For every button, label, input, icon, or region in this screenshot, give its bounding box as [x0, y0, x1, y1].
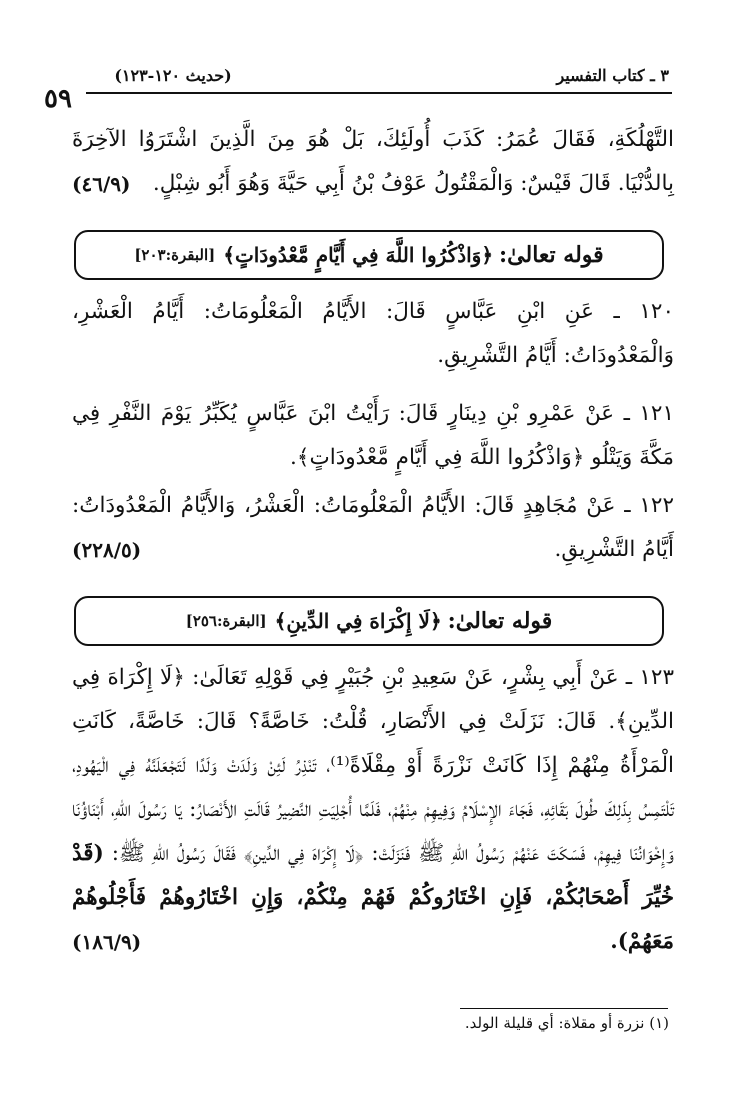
- chapter-title-header: ٣ ـ كتاب التفسير: [556, 66, 669, 85]
- page-number: ٥٩: [44, 84, 72, 114]
- footnote: (١) نزرة أو مقلاة: أي قليلة الولد.: [464, 1014, 669, 1032]
- hadith-122-text: ١٢٢ ـ عَنْ مُجَاهِدٍ قَالَ: الأَيَّامُ الْمَعْلُومَاتُ: الْعَشْرُ، وَالأَيَّامُ الْمَعْدُودَاتُ: أَيَّامُ التَّشْرِيقِ.: [72, 493, 674, 562]
- header-rule: [86, 92, 672, 94]
- intro-text: التَّهْلُكَةِ، فَقَالَ عُمَرُ: كَذَبَ أُولَئِكَ، بَلْ هُوَ مِنَ الَّذِينَ اشْتَرَوُا الآخِرَةَ بِالدُّنْيَا. قَالَ قَيْسٌ: وَالْمَقْتُولُ عَوْفُ بْنُ أَبِي حَيَّةَ وَهُوَ أَبُو شِبْلٍ.: [72, 127, 674, 196]
- verse-heading-label: قوله تعالىٰ:: [447, 608, 553, 634]
- hadith-121-text: ١٢١ ـ عَنْ عَمْرِو بْنِ دِينَارٍ قَالَ: رَأَيْتُ ابْنَ عَبَّاسٍ يُكَبِّرُ يَوْمَ النَّفْرِ فِي مَكَّةَ وَيَتْلُو ﴿وَاذْكُرُوا اللَّهَ فِي أَيَّامٍ مَّعْدُودَاتٍ﴾.: [72, 401, 674, 470]
- verse-heading-quran: ﴿لَا إِكْرَاهَ فِي الدِّينِ﴾: [274, 609, 442, 633]
- verse-heading-source: [البقرة:٢٠٣]: [134, 246, 216, 264]
- intro-reference: (٤٦/٩): [72, 172, 131, 196]
- verse-heading-quran: ﴿وَاذْكُرُوا اللَّهَ فِي أَيَّامٍ مَّعْدُودَاتٍ﴾: [223, 243, 494, 267]
- verse-heading-box-2: [74, 596, 664, 646]
- hadith-120: [72, 290, 674, 378]
- verse-heading-label: قوله تعالىٰ:: [499, 242, 604, 268]
- verse-heading-box-1: [74, 230, 664, 280]
- hadith-123-prophetic-quote: (قَدْ خُيِّرَ أَصْحَابُكُمْ، فَإِنِ اخْتَارُوكُمْ فَهُمْ مِنْكُمْ، وَإِنِ اخْتَارُوهُمْ فَأَجْلُوهُمْ مَعَهُمْ).: [72, 841, 674, 954]
- hadith-122-reference: (٢٢٨/٥): [72, 538, 142, 562]
- hadith-122: [72, 484, 674, 572]
- hadith-120-text: ١٢٠ ـ عَنِ ابْنِ عَبَّاسٍ قَالَ: الأَيَّامُ الْمَعْلُومَاتُ: أَيَّامُ الْعَشْرِ، وَالْمَعْدُودَاتُ: أَيَّامُ التَّشْرِيقِ.: [72, 299, 674, 368]
- hadith-123-text: ١٢٣ ـ عَنْ أَبِي بِشْرٍ، عَنْ سَعِيدِ بْنِ جُبَيْرٍ فِي قَوْلِهِ تَعَالَىٰ: ﴿لَا إِكْرَاهَ فِي الدِّينِ﴾. قَالَ: نَزَلَتْ فِي الأَنْصَارِ، قُلْتُ: خَاصَّةً؟ قَالَ: خَاصَّةً، كَانَتِ الْمَرْأَةُ مِنْهُمْ إِذَا كَانَتْ نَزْرَةً أَوْ مِقْلَاةً⁽¹⁾، تَنْذِرُ لَئِنْ وَلَدَتْ وَلَدًا لَتَجْعَلَنَّهُ فِي الْيَهُودِ، تَلْتَمِسُ بِذَلِكَ طُولَ بَقَائِهِ، فَجَاءَ الإِسْلَامُ وَفِيهِمْ مِنْهُمْ، فَلَمَّا أُجْلِيَتِ النَّضِيرُ قَالَتِ الأَنْصَارُ: يَا رَسُولَ اللهِ، أَبْنَاؤُنَا وَإِخْوَانُنَا فِيهِمْ، فَسَكَتَ عَنْهُمْ رَسُولُ اللهِ ﷺ فَنَزَلَتْ: ﴿لَا إِكْرَاهَ فِي الدِّينِ﴾ فَقَالَ رَسُولُ اللهِ ﷺ:: [72, 665, 674, 866]
- verse-heading-source: [البقرة:٢٥٦]: [185, 612, 267, 630]
- footnote-rule: [460, 1008, 668, 1009]
- hadith-123: [72, 656, 674, 964]
- hadith-123-reference: (١٨٦/٩): [72, 930, 142, 954]
- hadith-range-header: (حديث ١٢٠-١٢٣): [114, 66, 232, 85]
- hadith-121: [72, 392, 674, 480]
- intro-paragraph: [72, 118, 674, 206]
